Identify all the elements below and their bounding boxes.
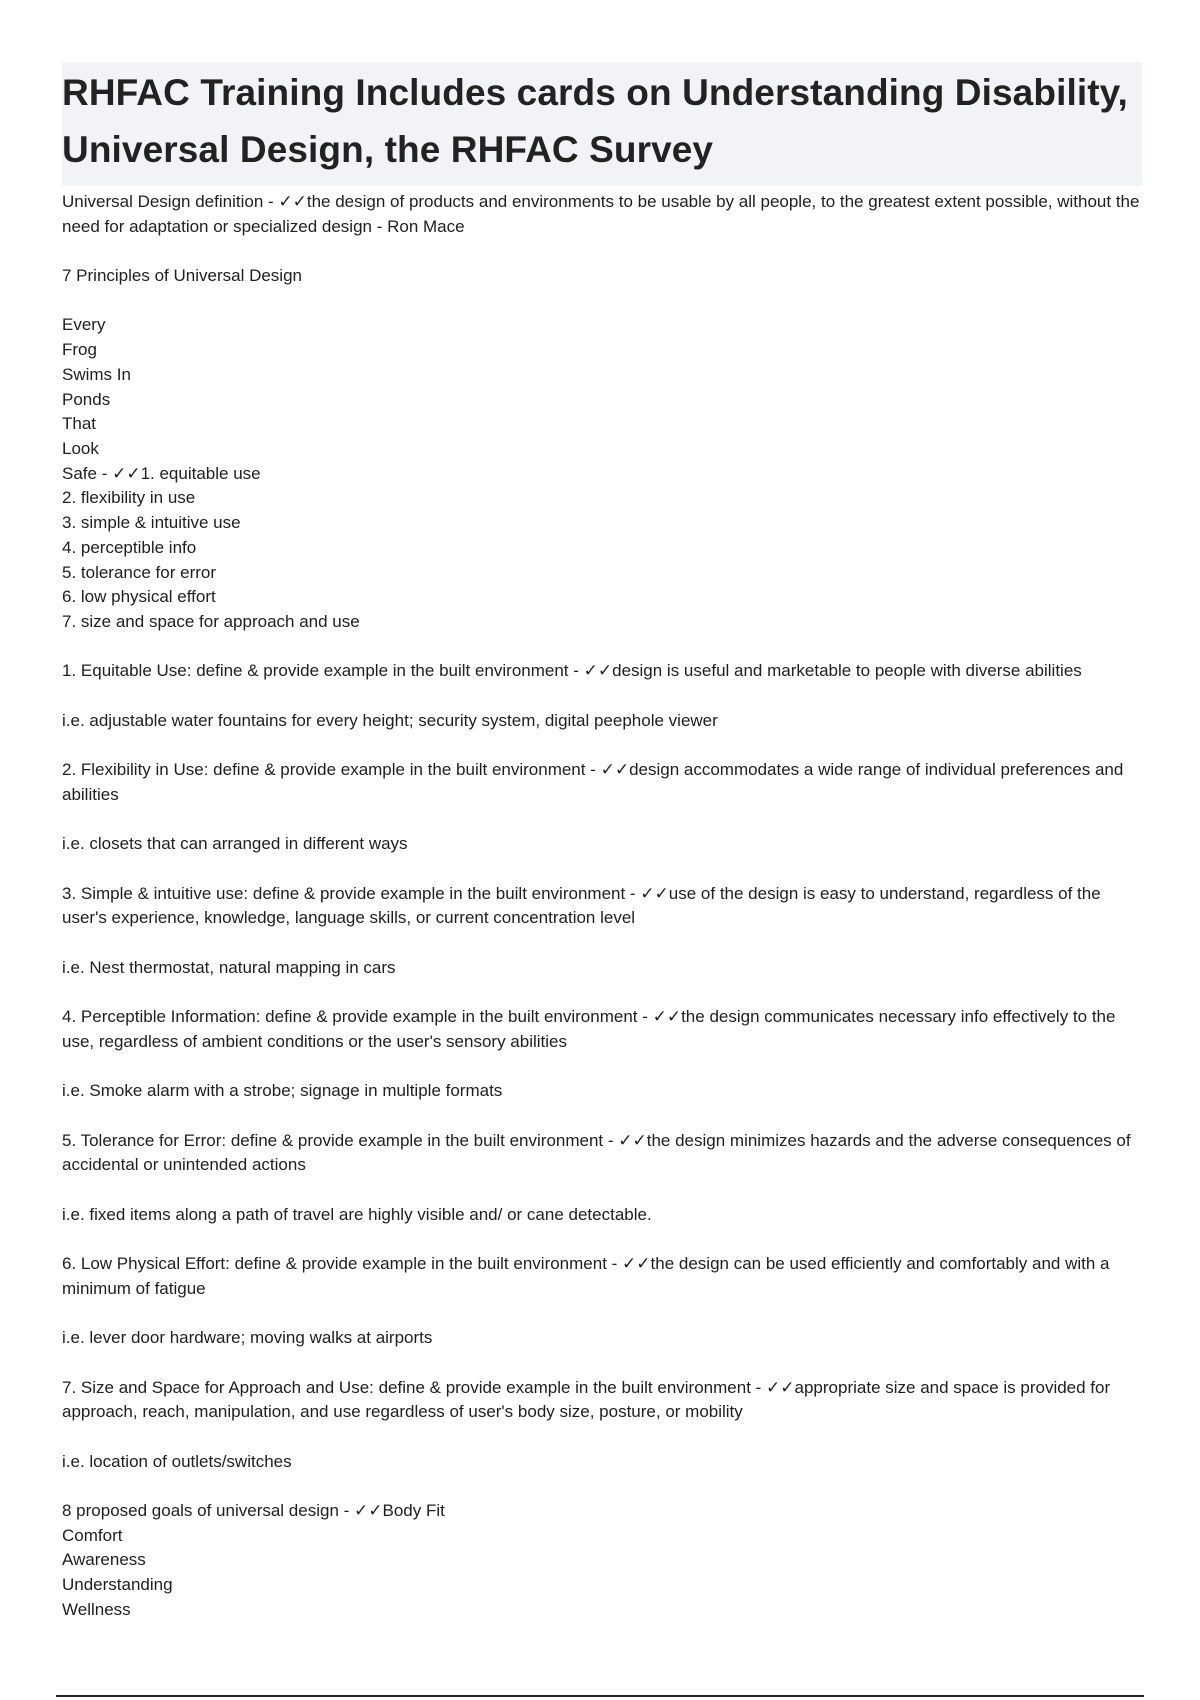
text-line: 8 proposed goals of universal design - ✓✓Body Fit xyxy=(62,1501,445,1520)
text-line: Every xyxy=(62,315,106,335)
text-line: i.e. Nest thermostat, natural mapping in cars xyxy=(62,957,396,977)
text-line: Wellness xyxy=(62,1599,131,1619)
text-line: That xyxy=(62,414,97,434)
text-block xyxy=(62,1079,1142,1104)
text-block xyxy=(62,956,1142,981)
text-line: 5. tolerance for error xyxy=(62,562,217,582)
text-line: i.e. closets that can arranged in different ways xyxy=(62,834,408,854)
text-line: i.e. Smoke alarm with a strobe; signage in multiple formats xyxy=(62,1081,503,1101)
text-line: i.e. location of outlets/switches xyxy=(62,1451,292,1471)
text-line: Look xyxy=(62,439,99,458)
text-line: Understanding xyxy=(62,1575,173,1595)
text-line: 7 Principles of Universal Design xyxy=(62,266,302,286)
text-block xyxy=(62,313,1142,634)
text-line: 1. Equitable Use: define & provide example in the built environment - ✓✓design is useful and marketable to people with diverse abilities xyxy=(62,661,1082,681)
page-bottom-divider xyxy=(56,1695,1144,1697)
text-block xyxy=(62,1376,1142,1425)
text-line: 4. perceptible info xyxy=(62,537,197,557)
text-line: i.e. fixed items along a path of travel are highly visible and/ or cane detectable. xyxy=(62,1204,652,1224)
text-line: Comfort xyxy=(62,1525,123,1545)
document-page xyxy=(62,62,1142,1647)
text-line: i.e. adjustable water fountains for every height; security system, digital peephole viewer xyxy=(62,710,718,730)
text-block xyxy=(62,1326,1142,1351)
text-line: 3. Simple & intuitive use: define & provide example in the built environment - ✓✓use of the design is easy to understand, regardless of the user's experience, knowledge, language skills, or current concentration level xyxy=(62,883,1101,928)
text-block xyxy=(62,1499,1142,1623)
text-line: Frog xyxy=(62,340,97,360)
text-line: Safe - ✓✓1. equitable use xyxy=(62,463,261,483)
text-line: 3. simple & intuitive use xyxy=(62,513,241,533)
text-block xyxy=(62,1450,1142,1475)
text-line: Ponds xyxy=(62,389,111,409)
text-line: Swims In xyxy=(62,364,131,384)
text-line: 7. Size and Space for Approach and Use: define & provide example in the built environment - ✓✓appropriate size and space is provided for approach, reach, manipulation, and use regardless of user's body size, posture, or mobility xyxy=(62,1377,1111,1422)
text-block xyxy=(62,709,1142,734)
text-block xyxy=(62,1252,1142,1301)
text-block xyxy=(62,190,1142,239)
text-line: i.e. lever door hardware; moving walks at airports xyxy=(62,1328,433,1348)
text-block xyxy=(62,659,1142,684)
text-block xyxy=(62,1203,1142,1228)
page-title: RHFAC Training Includes cards on Understanding Disability, Universal Design, the RHFAC Survey xyxy=(62,72,1128,170)
text-block xyxy=(62,1005,1142,1054)
text-block xyxy=(62,758,1142,807)
document-body xyxy=(62,190,1142,1623)
text-line: Awareness xyxy=(62,1550,146,1570)
text-block xyxy=(62,1129,1142,1178)
text-block xyxy=(62,882,1142,931)
text-line: 7. size and space for approach and use xyxy=(62,611,360,631)
text-line: 6. Low Physical Effort: define & provide example in the built environment - ✓✓the design can be used efficiently and comfortably and with a minimum of fatigue xyxy=(62,1254,1110,1298)
text-block xyxy=(62,832,1142,857)
text-line: 2. flexibility in use xyxy=(62,488,196,508)
text-line: Universal Design definition - ✓✓the design of products and environments to be usable by all people, to the greatest extent possible, without the need for adaptation or specialized design - Ron Mace xyxy=(62,192,1140,236)
title-banner xyxy=(62,62,1142,186)
text-line: 4. Perceptible Information: define & provide example in the built environment - ✓✓the design communicates necessary info effectively to the use, regardless of ambient conditions or the user's sensory abilities xyxy=(62,1007,1116,1051)
text-block xyxy=(62,264,1142,289)
text-line: 2. Flexibility in Use: define & provide example in the built environment - ✓✓design accommodates a wide range of individual preferences and abilities xyxy=(62,760,1124,804)
text-line: 6. low physical effort xyxy=(62,587,216,607)
text-line: 5. Tolerance for Error: define & provide example in the built environment - ✓✓the design minimizes hazards and the adverse consequences of accidental or unintended actions xyxy=(62,1130,1131,1175)
